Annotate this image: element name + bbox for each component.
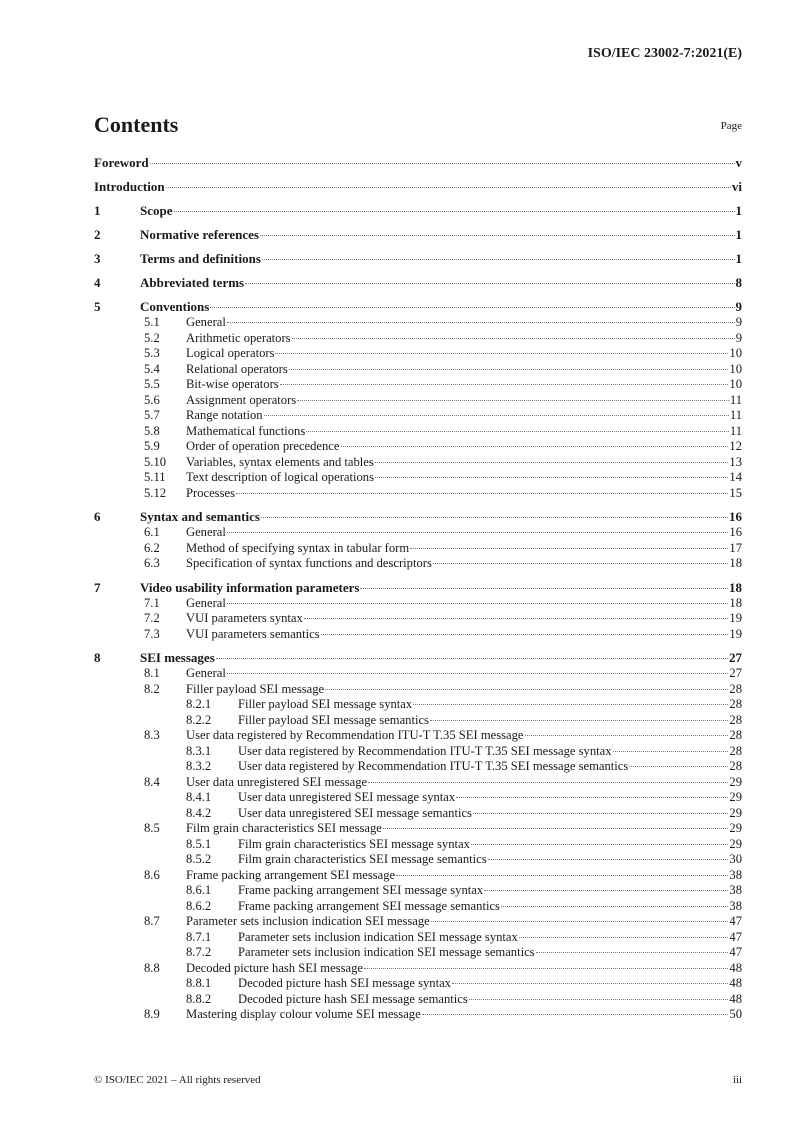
toc-entry-title: Mastering display colour volume SEI message: [186, 1007, 421, 1021]
toc-entry-number: 8.3: [144, 728, 160, 742]
toc-entry-title: Bit-wise operators: [186, 377, 279, 391]
toc-entry-title: Frame packing arrangement SEI message: [186, 867, 396, 882]
toc-entry[interactable]: [94, 541, 742, 557]
toc-entry-page: 29: [729, 821, 742, 835]
dot-leader: [469, 999, 729, 1000]
toc-entry-title: Parameter sets inclusion indication SEI message syntax: [238, 929, 518, 944]
toc-entry-number: 8.2.2: [186, 712, 212, 727]
toc-entry-number: 5.9: [144, 439, 160, 453]
toc-entry-page: 9: [735, 299, 742, 314]
toc-entry-page: 13: [729, 454, 742, 469]
toc-entry[interactable]: [94, 1007, 742, 1023]
dot-leader: [341, 446, 729, 447]
toc-entry-title: Normative references: [140, 227, 259, 242]
dot-leader: [275, 353, 728, 354]
dot-leader: [536, 952, 729, 953]
dot-leader: [525, 735, 729, 736]
dot-leader: [484, 890, 728, 891]
dot-leader: [264, 415, 729, 416]
toc-entry-page: 47: [729, 929, 742, 944]
dot-leader: [150, 163, 735, 164]
toc-entry-title: SEI messages: [140, 650, 215, 665]
dot-leader: [360, 588, 728, 589]
toc-entry-number: 8.3.2: [186, 759, 212, 773]
toc-entry-page: 16: [729, 525, 742, 539]
toc-entry-page: 16: [729, 509, 742, 524]
toc-entry[interactable]: [94, 315, 742, 331]
toc-entry[interactable]: [94, 439, 742, 455]
dot-leader: [501, 906, 728, 907]
toc-entry-page: 29: [729, 774, 742, 789]
toc-entry-title: Text description of logical operations: [186, 470, 374, 484]
dot-leader: [410, 548, 728, 549]
toc-entry-title: Parameter sets inclusion indication SEI message semantics: [238, 945, 535, 959]
toc-entry[interactable]: [94, 682, 742, 698]
dot-leader: [260, 235, 735, 236]
toc-entry-page: 9: [735, 315, 742, 329]
toc-entry-page: vi: [731, 179, 742, 194]
dot-leader: [306, 431, 729, 432]
toc-entry-title: Decoded picture hash SEI message semantics: [238, 991, 468, 1006]
toc-entry-number: 6.1: [144, 525, 160, 539]
toc-entry-page: 11: [729, 408, 742, 422]
toc-entry[interactable]: [94, 852, 742, 868]
toc-entry[interactable]: [94, 914, 742, 930]
toc-entry-page: 29: [729, 805, 742, 820]
toc-entry-page: 18: [729, 556, 742, 570]
toc-entry-page: 12: [729, 439, 742, 453]
toc-entry[interactable]: [94, 806, 742, 822]
toc-entry[interactable]: [94, 346, 742, 362]
toc-entry-number: 8.8.2: [186, 991, 212, 1006]
toc-entry-title: Specification of syntax functions and descriptors: [186, 556, 432, 570]
toc-entry[interactable]: [94, 331, 742, 347]
toc-entry-title: Parameter sets inclusion indication SEI message: [186, 914, 430, 928]
toc-entry-title: VUI parameters semantics: [186, 626, 320, 641]
toc-entry-page: 48: [729, 991, 742, 1006]
toc-entry-number: 8.5: [144, 821, 160, 835]
toc-entry[interactable]: [94, 377, 742, 393]
toc-entry-page: 1: [735, 203, 742, 218]
toc-entry-number: 8.5.1: [186, 836, 212, 851]
toc-entry-number: 8.5.2: [186, 852, 212, 866]
dot-leader: [383, 828, 729, 829]
toc-entry-number: 4: [94, 275, 101, 290]
toc-entry-page: 28: [729, 759, 742, 773]
toc-entry[interactable]: [94, 945, 742, 961]
toc-entry[interactable]: [94, 611, 742, 627]
toc-entry-title: Scope: [140, 203, 173, 218]
table-of-contents: [94, 155, 742, 1023]
toc-entry-title: Frame packing arrangement SEI message semantics: [238, 898, 500, 913]
toc-entry[interactable]: [94, 666, 742, 682]
toc-entry-title: User data registered by Recommendation ITU-T T.35 SEI message semantics: [238, 759, 629, 773]
toc-entry-number: 8.9: [144, 1007, 160, 1021]
dot-leader: [431, 921, 729, 922]
toc-entry[interactable]: [94, 509, 742, 525]
toc-entry[interactable]: [94, 837, 742, 853]
toc-entry-title: Frame packing arrangement SEI message syntax: [238, 883, 484, 897]
toc-entry-page: 38: [729, 898, 742, 913]
toc-entry-title: Variables, syntax elements and tables: [186, 454, 374, 469]
dot-leader: [280, 384, 729, 385]
toc-entry[interactable]: [94, 899, 742, 915]
toc-entry-page: 29: [729, 790, 742, 804]
document-id-header: ISO/IEC 23002-7:2021(E): [587, 46, 742, 61]
toc-entry-number: 6.3: [144, 556, 160, 570]
toc-entry[interactable]: [94, 976, 742, 992]
toc-entry[interactable]: [94, 627, 742, 643]
toc-entry-page: 18: [729, 579, 742, 595]
toc-entry-number: 5.2: [144, 330, 160, 345]
toc-entry-number: 5.3: [144, 346, 160, 360]
toc-entry-title: General: [186, 595, 226, 610]
dot-leader: [297, 400, 729, 401]
toc-entry-page: 48: [729, 976, 742, 990]
toc-entry-number: 3: [94, 251, 101, 266]
toc-entry-number: 8.8: [144, 960, 160, 975]
toc-entry-title: Assignment operators: [186, 392, 297, 407]
toc-entry-number: 1: [94, 203, 101, 218]
toc-entry[interactable]: [94, 759, 742, 775]
toc-entry[interactable]: [94, 697, 742, 713]
toc-entry-page: 1: [735, 251, 742, 266]
toc-entry-page: 10: [729, 346, 742, 360]
dot-leader: [325, 689, 728, 690]
toc-entry-title: Method of specifying syntax in tabular form: [186, 540, 410, 555]
toc-entry[interactable]: [94, 992, 742, 1008]
dot-leader: [456, 797, 728, 798]
toc-entry-page: 10: [729, 361, 742, 376]
toc-entry-number: 8: [94, 650, 101, 665]
toc-entry-page: 48: [729, 960, 742, 975]
toc-entry-page: 11: [729, 423, 742, 438]
dot-leader: [488, 859, 729, 860]
toc-entry-number: 5.8: [144, 423, 160, 438]
dot-leader: [289, 369, 729, 370]
toc-entry-number: 5.10: [144, 454, 167, 469]
toc-entry[interactable]: [94, 868, 742, 884]
dot-leader: [321, 634, 729, 635]
toc-entry-number: 5.5: [144, 377, 160, 391]
toc-entry-page: 47: [729, 914, 742, 928]
toc-entry-number: 8.2.1: [186, 697, 212, 711]
toc-entry-number: 8.7.2: [186, 945, 212, 959]
toc-entry-title: Foreword: [94, 155, 149, 170]
toc-entry-title: Mathematical functions: [186, 423, 306, 438]
dot-leader: [368, 782, 728, 783]
toc-entry-number: 8.6.1: [186, 883, 212, 897]
dot-leader: [227, 322, 735, 323]
toc-entry-title: Filler payload SEI message syntax: [238, 697, 413, 711]
toc-entry-number: 2: [94, 227, 101, 242]
toc-entry-page: 14: [729, 470, 742, 484]
toc-entry[interactable]: [94, 790, 742, 806]
toc-entry-number: 8.6: [144, 867, 160, 882]
dot-leader: [422, 1014, 729, 1015]
dot-leader: [433, 563, 729, 564]
toc-entry[interactable]: [94, 408, 742, 424]
dot-leader: [375, 477, 728, 478]
toc-entry-page: 27: [729, 666, 742, 680]
toc-entry[interactable]: [94, 203, 742, 219]
toc-entry[interactable]: [94, 424, 742, 440]
toc-entry-number: 5.6: [144, 392, 160, 407]
toc-entry-title: User data registered by Recommendation ITU-T T.35 SEI message syntax: [238, 743, 612, 758]
toc-entry[interactable]: [94, 455, 742, 471]
toc-entry-number: 5.11: [144, 470, 166, 484]
dot-leader: [292, 338, 735, 339]
toc-entry-number: 5.1: [144, 315, 160, 329]
toc-entry-title: Order of operation precedence: [186, 439, 340, 453]
dot-leader: [227, 673, 729, 674]
toc-entry[interactable]: [94, 650, 742, 666]
toc-entry-number: 5.12: [144, 485, 167, 500]
dot-leader: [430, 720, 728, 721]
toc-entry[interactable]: [94, 227, 742, 243]
toc-entry-title: Film grain characteristics SEI message semantics: [238, 852, 487, 866]
toc-entry-title: User data registered by Recommendation ITU-T T.35 SEI message: [186, 728, 524, 742]
toc-entry-number: 8.6.2: [186, 898, 212, 913]
toc-entry-page: 19: [729, 611, 742, 625]
toc-entry[interactable]: [94, 275, 742, 291]
dot-leader: [413, 704, 728, 705]
toc-entry-number: 8.7.1: [186, 929, 212, 944]
toc-entry-page: 17: [729, 540, 742, 555]
dot-leader: [227, 603, 729, 604]
toc-entry-page: 38: [729, 867, 742, 882]
toc-entry-title: Terms and definitions: [140, 251, 261, 266]
toc-entry-title: User data unregistered SEI message: [186, 774, 368, 789]
toc-entry-page: 1: [735, 227, 742, 242]
toc-entry-page: 19: [729, 626, 742, 641]
toc-entry-title: User data unregistered SEI message syntax: [238, 790, 456, 804]
toc-entry[interactable]: [94, 556, 742, 572]
toc-entry-page: 28: [729, 697, 742, 711]
toc-entry-number: 8.1: [144, 666, 160, 680]
toc-entry-number: 8.2: [144, 681, 160, 696]
dot-leader: [471, 844, 729, 845]
toc-entry-page: 28: [729, 712, 742, 727]
dot-leader: [174, 211, 735, 212]
toc-entry-number: 8.4.1: [186, 790, 212, 804]
toc-entry[interactable]: [94, 155, 742, 171]
toc-entry-number: 7.1: [144, 595, 160, 610]
toc-entry-page: 9: [735, 330, 742, 345]
dot-leader: [245, 283, 734, 284]
toc-entry-title: Logical operators: [186, 346, 275, 360]
toc-entry-number: 5.7: [144, 408, 160, 422]
dot-leader: [227, 532, 729, 533]
toc-entry-number: 8.7: [144, 914, 160, 928]
dot-leader: [216, 658, 728, 659]
toc-entry-number: 8.8.1: [186, 976, 212, 990]
dot-leader: [519, 937, 729, 938]
toc-entry-title: Processes: [186, 485, 235, 500]
page-column-label: Page: [720, 120, 742, 132]
toc-entry-page: 50: [729, 1007, 742, 1021]
toc-entry-title: Range notation: [186, 408, 263, 422]
toc-entry-title: Abbreviated terms: [140, 275, 245, 290]
dot-leader: [262, 259, 735, 260]
toc-entry-page: 29: [729, 836, 742, 851]
toc-entry-page: 10: [729, 377, 742, 391]
toc-entry-page: 18: [729, 595, 742, 610]
toc-entry-title: Film grain characteristics SEI message: [186, 821, 382, 835]
toc-entry-page: v: [735, 155, 742, 170]
toc-entry-page: 11: [729, 392, 742, 407]
toc-entry[interactable]: [94, 251, 742, 267]
toc-entry-title: Relational operators: [186, 361, 288, 376]
toc-entry-title: General: [186, 315, 226, 329]
toc-entry-number: 8.3.1: [186, 743, 212, 758]
toc-entry-page: 28: [729, 743, 742, 758]
toc-entry[interactable]: [94, 470, 742, 486]
dot-leader: [396, 875, 728, 876]
dot-leader: [375, 462, 729, 463]
toc-entry-title: Decoded picture hash SEI message: [186, 960, 363, 975]
toc-entry[interactable]: [94, 525, 742, 541]
toc-entry[interactable]: [94, 821, 742, 837]
toc-entry-number: 7.3: [144, 626, 160, 641]
toc-entry-title: Filler payload SEI message: [186, 681, 325, 696]
toc-entry-number: 6: [94, 509, 101, 524]
toc-entry-title: Conventions: [140, 299, 210, 314]
toc-entry[interactable]: [94, 362, 742, 378]
toc-entry-page: 15: [729, 485, 742, 500]
toc-entry[interactable]: [94, 728, 742, 744]
toc-entry[interactable]: [94, 961, 742, 977]
toc-entry-number: 5: [94, 299, 101, 314]
page-number: iii: [732, 1074, 742, 1086]
toc-entry[interactable]: [94, 596, 742, 612]
dot-leader: [613, 751, 729, 752]
dot-leader: [629, 766, 728, 767]
toc-entry[interactable]: [94, 713, 742, 729]
toc-entry[interactable]: [94, 179, 742, 195]
toc-entry[interactable]: [94, 883, 742, 899]
toc-entry-title: General: [186, 666, 226, 680]
toc-entry-page: 28: [729, 681, 742, 696]
toc-entry[interactable]: [94, 580, 742, 596]
page-title: Contents: [94, 112, 179, 137]
dot-leader: [473, 813, 728, 814]
toc-entry-page: 38: [729, 883, 742, 897]
toc-entry-title: Filler payload SEI message semantics: [238, 712, 429, 727]
dot-leader: [236, 493, 728, 494]
page-footer: [94, 1074, 742, 1086]
toc-entry-title: Film grain characteristics SEI message syntax: [238, 836, 470, 851]
toc-entry-title: Arithmetic operators: [186, 330, 291, 345]
toc-entry-page: 8: [735, 275, 742, 290]
toc-entry-number: 7.2: [144, 611, 160, 625]
toc-entry-number: 5.4: [144, 361, 160, 376]
toc-entry-number: 7: [94, 579, 101, 595]
copyright-notice: © ISO/IEC 2021 – All rights reserved: [94, 1074, 261, 1086]
toc-entry-title: Decoded picture hash SEI message syntax: [238, 976, 451, 990]
toc-entry[interactable]: [94, 393, 742, 409]
dot-leader: [304, 618, 729, 619]
toc-entry-title: VUI parameters syntax: [186, 611, 303, 625]
toc-entry-title: General: [186, 525, 226, 539]
toc-entry-page: 30: [729, 852, 742, 866]
toc-entry[interactable]: [94, 930, 742, 946]
toc-entry-title: Introduction: [94, 179, 165, 194]
toc-entry-title: Video usability information parameters: [140, 579, 360, 595]
toc-entry-page: 28: [729, 728, 742, 742]
dot-leader: [364, 968, 728, 969]
dot-leader: [261, 517, 728, 518]
toc-entry[interactable]: [94, 775, 742, 791]
toc-entry-number: 8.4: [144, 774, 160, 789]
toc-entry-page: 27: [729, 650, 742, 665]
dot-leader: [166, 187, 731, 188]
toc-entry-title: User data unregistered SEI message semantics: [238, 805, 472, 820]
dot-leader: [452, 983, 728, 984]
toc-entry[interactable]: [94, 486, 742, 502]
toc-entry-number: 6.2: [144, 540, 160, 555]
toc-entry-page: 47: [729, 945, 742, 959]
toc-entry-title: Syntax and semantics: [140, 509, 260, 524]
toc-entry-number: 8.4.2: [186, 805, 212, 820]
toc-entry[interactable]: [94, 299, 742, 315]
toc-entry[interactable]: [94, 744, 742, 760]
dot-leader: [210, 307, 734, 308]
